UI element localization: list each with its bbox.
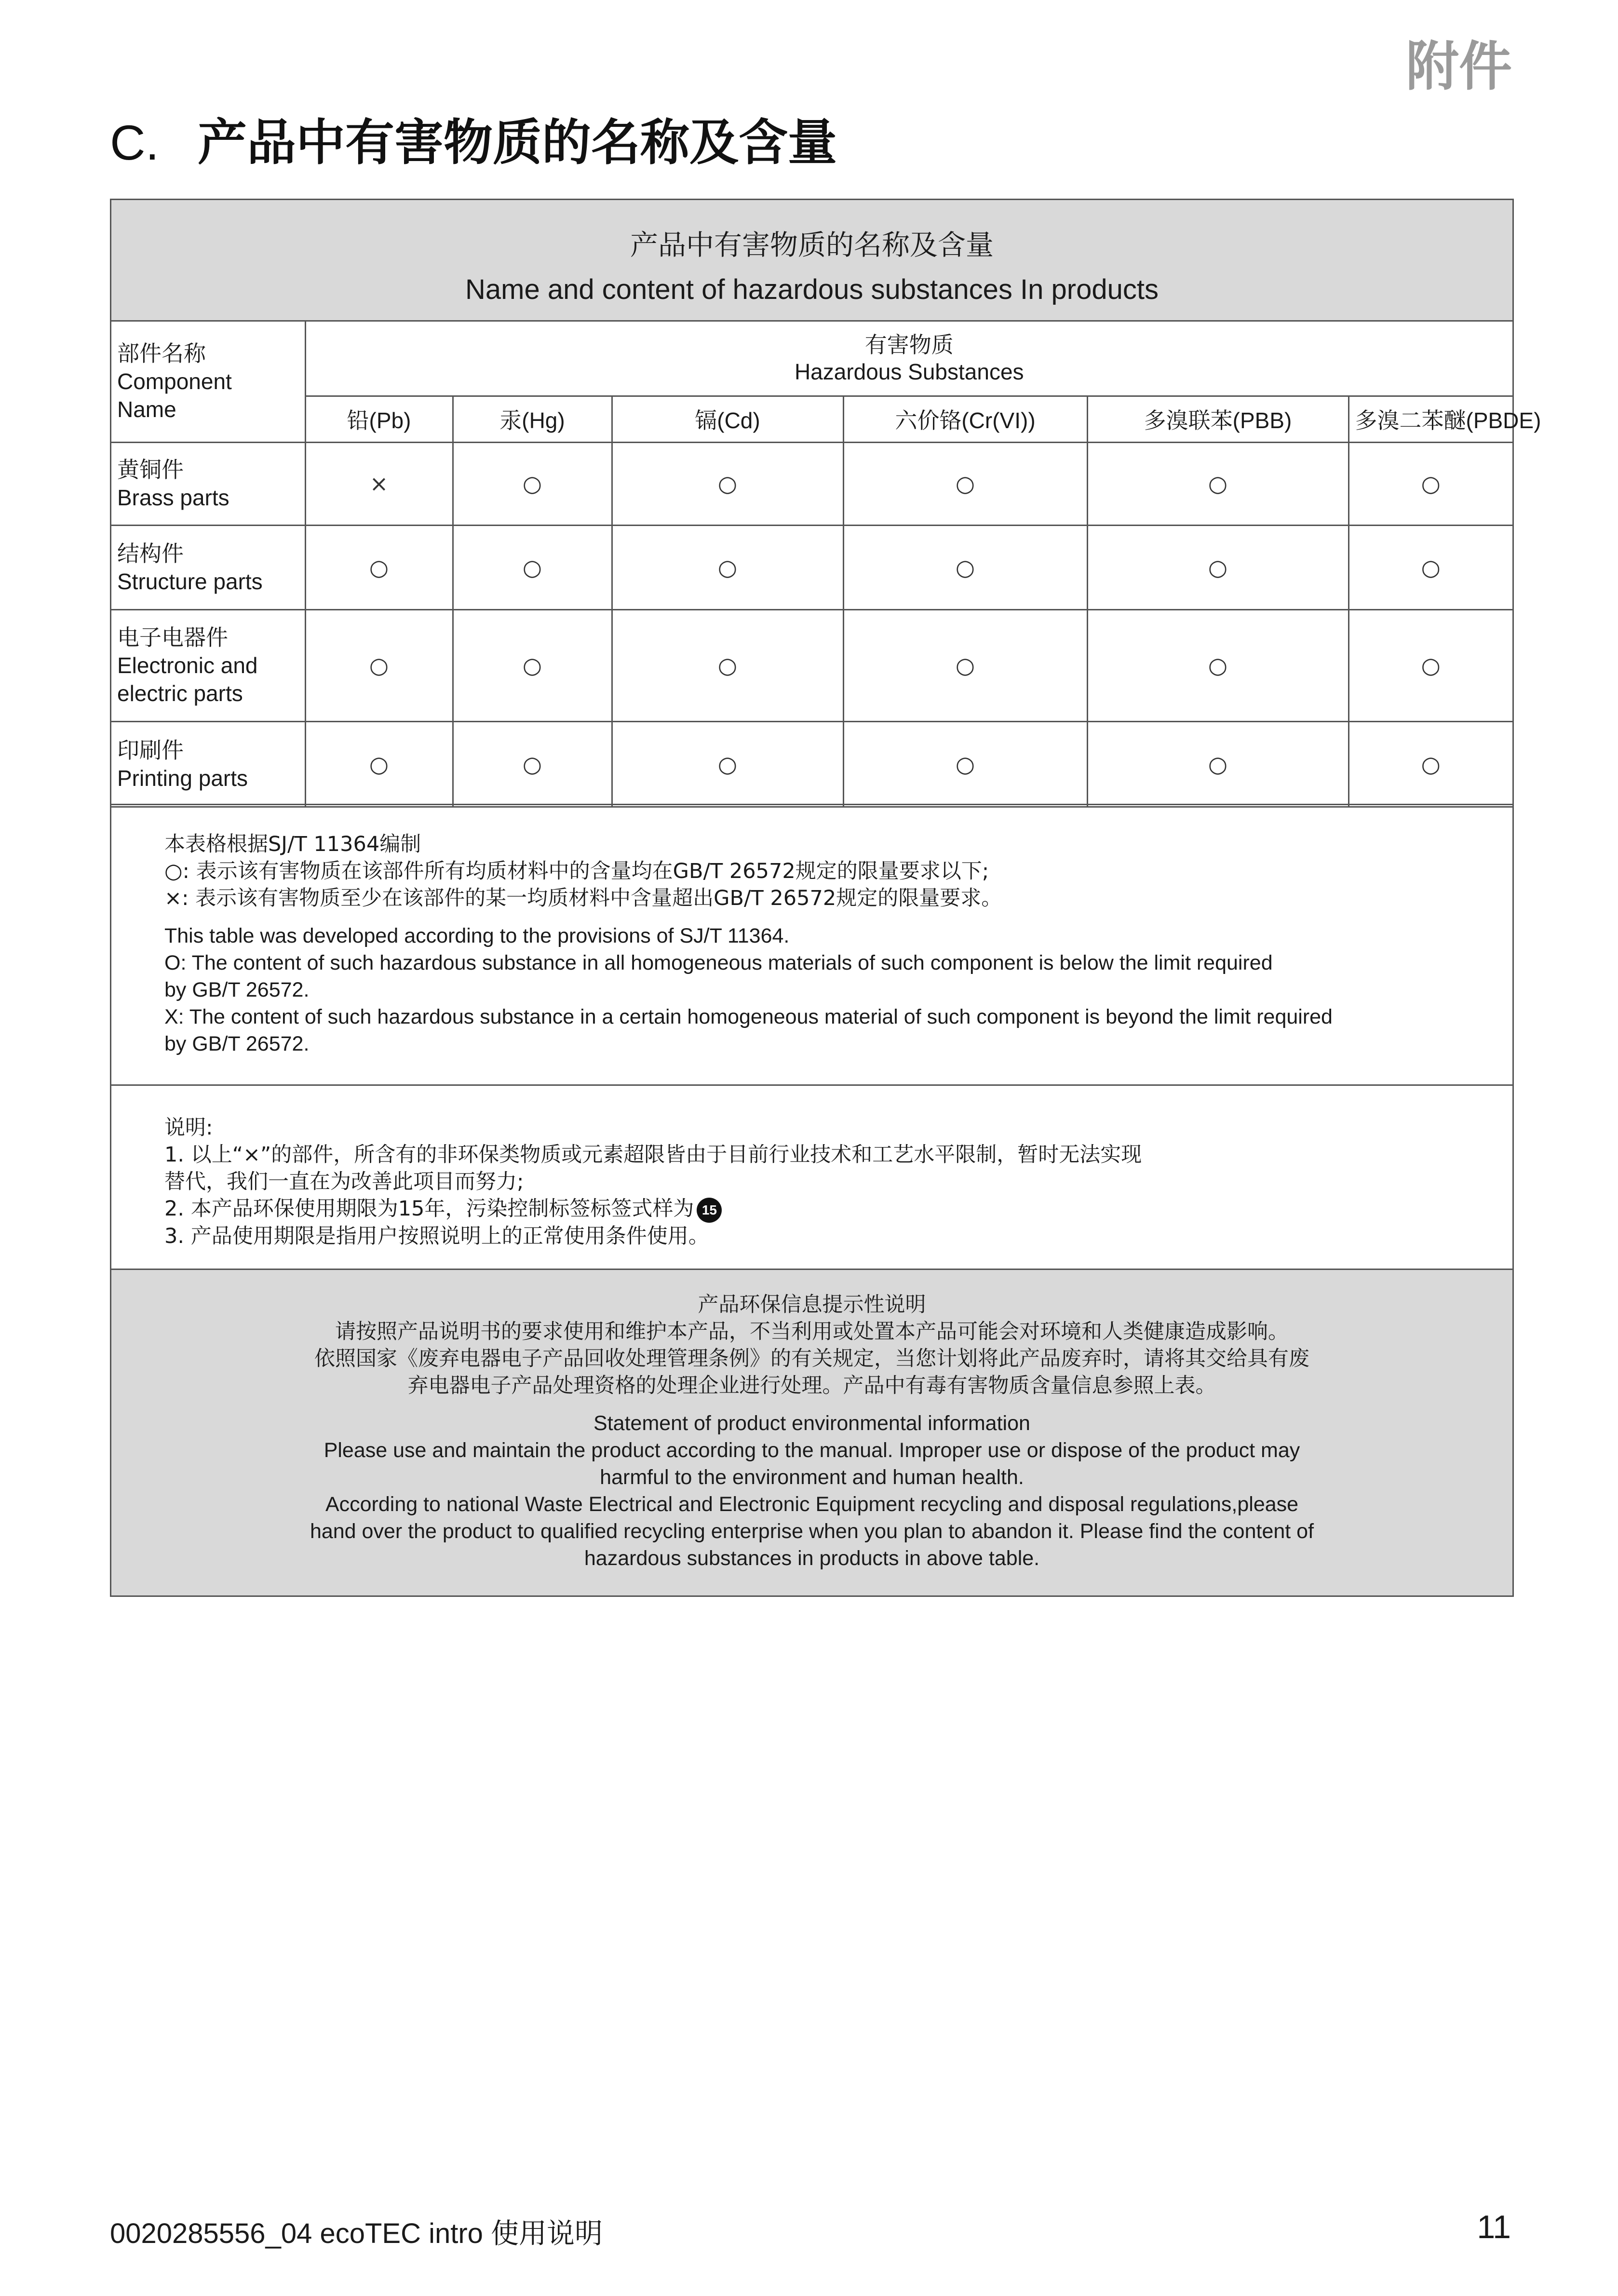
explanation-line-3 xyxy=(164,1195,1474,1223)
legend-zh-2: ○: 表示该有害物质在该部件所有均质材料中的含量均在GB/T 26572规定的限量要求以下; xyxy=(164,859,989,883)
mark-cell: ○ xyxy=(453,609,612,721)
environment-zh-title: 产品环保信息提示性说明 xyxy=(698,1293,926,1317)
mark-cell: ○ xyxy=(453,525,612,609)
mark-cell: ○ xyxy=(305,525,453,609)
component-cell xyxy=(111,609,305,721)
table-title-zh: 产品中有害物质的名称及含量 xyxy=(630,229,994,261)
mark-cell: ○ xyxy=(612,442,843,525)
explanation-heading: 说明: xyxy=(164,1116,213,1140)
substance-columns-row xyxy=(111,396,1512,442)
pollution-label-stamp-icon: 15 xyxy=(697,1198,722,1223)
component-cell xyxy=(111,721,305,807)
mark-cell: ○ xyxy=(1348,525,1512,609)
footer-page-number: 11 xyxy=(1477,2209,1511,2245)
legend-en-1: This table was developed according to the provisions of SJ/T 11364. xyxy=(164,924,790,947)
column-header: 汞(Hg) xyxy=(453,396,612,442)
mark-cell: × xyxy=(305,442,453,525)
mark-cell: ○ xyxy=(1087,525,1348,609)
explanation-line-2: 替代，我们一直在为改善此项目而努力; xyxy=(164,1170,524,1194)
footer-document-id: 0020285556_04 ecoTEC intro 使用说明 xyxy=(110,2218,603,2249)
component-name-en-2: electric parts xyxy=(117,681,243,706)
legend-en-2: O: The content of such hazardous substance in all homogeneous materials of such component is below the limit required xyxy=(164,951,1273,974)
mark-cell: ○ xyxy=(612,609,843,721)
mark-cell: ○ xyxy=(453,721,612,807)
section-title xyxy=(110,104,837,174)
substances-header-zh: 有害物质 xyxy=(864,332,954,358)
legend-en-4: X: The content of such hazardous substance in a certain homogeneous material of such component is beyond the limit required xyxy=(164,1005,1333,1028)
component-header-en-1: Component xyxy=(117,369,232,394)
component-header-en-2: Name xyxy=(117,397,176,422)
section-title-text: 产品中有害物质的名称及含量 xyxy=(198,114,837,172)
component-header xyxy=(111,322,305,442)
component-name-zh: 结构件 xyxy=(117,540,184,567)
environment-en-5: hazardous substances in products in above table. xyxy=(584,1547,1040,1570)
table-row xyxy=(111,721,1512,807)
component-cell xyxy=(111,442,305,525)
component-name-en: Structure parts xyxy=(117,568,263,594)
mark-cell: ○ xyxy=(1087,609,1348,721)
explanation-line-3-text: 2. 本产品环保使用期限为15年，污染控制标签标签式样为 xyxy=(164,1197,694,1221)
mark-cell: ○ xyxy=(843,721,1087,807)
component-name-zh: 黄铜件 xyxy=(117,457,184,483)
environment-en-2: harmful to the environment and human health. xyxy=(600,1466,1024,1489)
explanation-block xyxy=(164,1114,1474,1250)
environment-zh-3: 弃电器电子产品处理资格的处理企业进行处理。产品中有毒有害物质含量信息参照上表。 xyxy=(407,1374,1216,1398)
divider xyxy=(111,804,1512,805)
table-title-block xyxy=(111,200,1512,322)
environment-zh-2: 依照国家《废弃电器电子产品回收处理管理条例》的有关规定，当您计划将此产品废弃时，请将其交给具有废 xyxy=(314,1347,1309,1371)
component-name-en: Electronic and xyxy=(117,653,258,678)
legend-block xyxy=(164,831,1474,1057)
environment-en-3: According to national Waste Electrical and Electronic Equipment recycling and disposal regulations,please xyxy=(325,1493,1299,1516)
component-name-zh: 印刷件 xyxy=(117,737,184,763)
legend-zh-3: ×: 表示该有害物质至少在该部件的某一均质材料中含量超出GB/T 26572规定的限量要求。 xyxy=(164,886,1002,910)
explanation-line-1: 1. 以上“×”的部件，所含有的非环保类物质或元素超限皆由于目前行业技术和工艺水平限制，暂时无法实现 xyxy=(164,1143,1142,1167)
mark-cell: ○ xyxy=(305,609,453,721)
mark-cell: ○ xyxy=(843,525,1087,609)
mark-cell: ○ xyxy=(1348,721,1512,807)
environment-en-1: Please use and maintain the product according to the manual. Improper use or dispose of the product may xyxy=(324,1439,1300,1462)
mark-cell: ○ xyxy=(612,525,843,609)
environment-en-title: Statement of product environmental information xyxy=(593,1412,1030,1435)
section-letter: C. xyxy=(110,115,159,170)
substances-header-en: Hazardous Substances xyxy=(794,359,1024,385)
hazardous-substances-frame xyxy=(110,199,1541,1597)
mark-cell: ○ xyxy=(1348,609,1512,721)
component-name-en: Brass parts xyxy=(117,485,229,510)
table-row xyxy=(111,609,1512,721)
mark-cell: ○ xyxy=(843,609,1087,721)
environment-info-block xyxy=(111,1270,1512,1595)
column-header: 多溴联苯(PBB) xyxy=(1087,396,1348,442)
table-header-row xyxy=(111,322,1512,396)
component-cell xyxy=(111,525,305,609)
legend-zh-1: 本表格根据SJ/T 11364编制 xyxy=(164,832,421,856)
explanation-line-4: 3. 产品使用期限是指用户按照说明上的正常使用条件使用。 xyxy=(164,1224,709,1248)
column-header: 铅(Pb) xyxy=(305,396,453,442)
component-header-zh: 部件名称 xyxy=(117,340,206,367)
mark-cell: ○ xyxy=(453,442,612,525)
mark-cell: ○ xyxy=(612,721,843,807)
environment-en-4: hand over the product to qualified recycling enterprise when you plan to abandon it. Please find the content of xyxy=(310,1520,1314,1543)
mark-cell: ○ xyxy=(843,442,1087,525)
chapter-label: 附件 xyxy=(1406,36,1512,97)
table-title-en: Name and content of hazardous substances In products xyxy=(465,274,1159,305)
substances-header xyxy=(305,322,1512,396)
hazardous-substances-table xyxy=(111,322,1541,808)
legend-en-5: by GB/T 26572. xyxy=(164,1032,310,1055)
divider xyxy=(111,1084,1512,1086)
mark-cell: ○ xyxy=(1087,721,1348,807)
table-row xyxy=(111,442,1512,525)
mark-cell: ○ xyxy=(305,721,453,807)
column-header: 多溴二苯醚(PBDE) xyxy=(1348,396,1512,442)
component-name-en: Printing parts xyxy=(117,765,248,791)
component-name-zh: 电子电器件 xyxy=(117,624,228,650)
table-row xyxy=(111,525,1512,609)
environment-zh-1: 请按照产品说明书的要求使用和维护本产品，不当利用或处置本产品可能会对环境和人类健康造成影响。 xyxy=(335,1320,1289,1344)
mark-cell: ○ xyxy=(1348,442,1512,525)
column-header: 六价铬(Cr(VI)) xyxy=(843,396,1087,442)
legend-en-3: by GB/T 26572. xyxy=(164,978,310,1001)
column-header: 镉(Cd) xyxy=(612,396,843,442)
mark-cell: ○ xyxy=(1087,442,1348,525)
